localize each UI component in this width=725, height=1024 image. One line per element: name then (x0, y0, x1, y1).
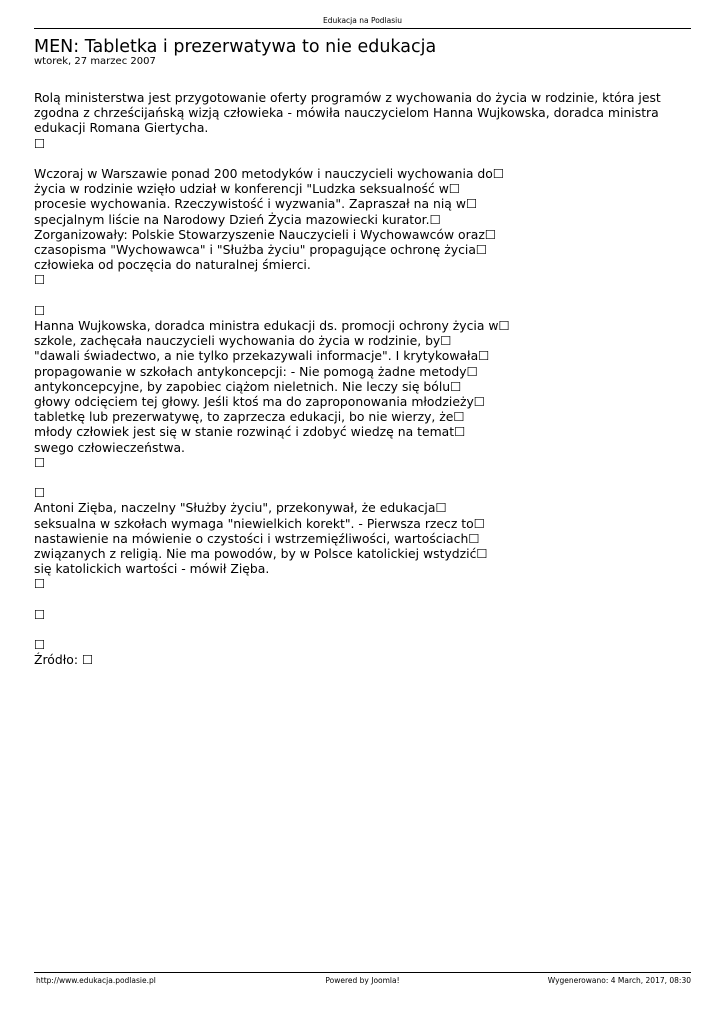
text-line: nastawienie na mówienie o czystości i wstrzemięźliwości, wartościach☐ (34, 530, 480, 546)
article-paragraph (34, 637, 694, 667)
article-paragraph (34, 166, 694, 288)
paragraph-spacer (34, 151, 694, 166)
placeholder-glyph: ☐ (34, 454, 46, 470)
text-line: Hanna Wujkowska, doradca ministra edukacji ds. promocji ochrony życia w☐ (34, 318, 510, 334)
article-date: wtorek, 27 marzec 2007 (34, 56, 156, 67)
text-line: "dawali świadectwo, a nie tylko przekazywali informacje". I krytykowała☐ (34, 348, 490, 364)
text-line: swego człowieczeństwa. (34, 439, 185, 455)
header-divider (34, 28, 691, 29)
article-paragraph (34, 485, 694, 591)
paragraph-spacer (34, 622, 694, 637)
text-line: zgodna z chrześcijańską wizją człowieka - mówiła nauczycielom Hanna Wujkowska, doradca ministra (34, 105, 659, 121)
placeholder-glyph: ☐ (34, 576, 46, 592)
text-line: życia w rodzinie wzięło udział w konferencji "Ludzka seksualność w☐ (34, 181, 460, 197)
placeholder-glyph: ☐ (34, 485, 46, 501)
paragraph-spacer (34, 470, 694, 485)
placeholder-glyph: ☐ (34, 606, 46, 622)
paragraph-spacer (34, 288, 694, 303)
text-line: Rolą ministerstwa jest przygotowanie oferty programów z wychowania do życia w rodzinie, która jest (34, 90, 661, 105)
generated-timestamp: Wygenerowano: 4 March, 2017, 08:30 (547, 976, 691, 985)
text-line: procesie wychowania. Rzeczywistość i wyzwania". Zapraszał na nią w☐ (34, 196, 478, 212)
placeholder-glyph: ☐ (34, 637, 46, 653)
text-line: Antoni Zięba, naczelny "Służby życiu", przekonywał, że edukacja☐ (34, 500, 447, 516)
text-line: edukacji Romana Giertycha. (34, 120, 209, 136)
site-name: Edukacja na Podlasiu (322, 16, 402, 25)
article-paragraph (34, 90, 694, 151)
article-paragraph (34, 303, 694, 470)
article-body (34, 90, 694, 668)
article-paragraph (34, 607, 694, 622)
footer-divider (34, 972, 691, 973)
article-title: MEN: Tabletka i prezerwatywa to nie edukacja (34, 37, 437, 57)
text-line: związanych z religią. Nie ma powodów, by w Polsce katolickiej wstydzić☐ (34, 546, 488, 562)
text-line: antykoncepcyjne, by zapobiec ciążom nieletnich. Nie leczy się bólu☐ (34, 378, 462, 394)
text-line: tabletkę lub prezerwatywę, to zaprzecza edukacji, bo nie wierzy, że☐ (34, 409, 465, 425)
paragraph-spacer (34, 592, 694, 607)
source-line: Źródło: ☐ (34, 652, 94, 668)
text-line: się katolickich wartości - mówił Zięba. (34, 561, 270, 577)
text-line: specjalnym liście na Narodowy Dzień Życia mazowiecki kurator.☐ (34, 211, 441, 227)
powered-by-text: Powered by Joomla! (325, 976, 400, 985)
placeholder-glyph: ☐ (34, 135, 46, 151)
text-line: propagowanie w szkołach antykoncepcji: - Nie pomogą żadne metody☐ (34, 363, 478, 379)
text-line: głowy odcięciem tej głowy. Jeśli ktoś ma do zaproponowania młodzieży☐ (34, 394, 485, 410)
page-footer (34, 976, 691, 986)
site-url-link[interactable]: http://www.edukacja.podlasie.pl (36, 976, 156, 985)
placeholder-glyph: ☐ (34, 302, 46, 318)
placeholder-glyph: ☐ (34, 272, 46, 288)
text-line: szkole, zachęcała nauczycieli wychowania do życia w rodzinie, by☐ (34, 333, 452, 349)
text-line: młody człowiek jest się w stanie rozwinąć i zdobyć wiedzę na temat☐ (34, 424, 466, 440)
text-line: Zorganizowały: Polskie Stowarzyszenie Nauczycieli i Wychowawców oraz☐ (34, 226, 496, 242)
text-line: czasopisma "Wychowawca" i "Służba życiu" propagujące ochronę życia☐ (34, 242, 488, 258)
text-line: seksualna w szkołach wymaga "niewielkich korekt". - Pierwsza rzecz to☐ (34, 515, 485, 531)
text-line: człowieka od poczęcia do naturalnej śmierci. (34, 257, 311, 273)
text-line: Wczoraj w Warszawie ponad 200 metodyków i nauczycieli wychowania do☐ (34, 166, 504, 181)
